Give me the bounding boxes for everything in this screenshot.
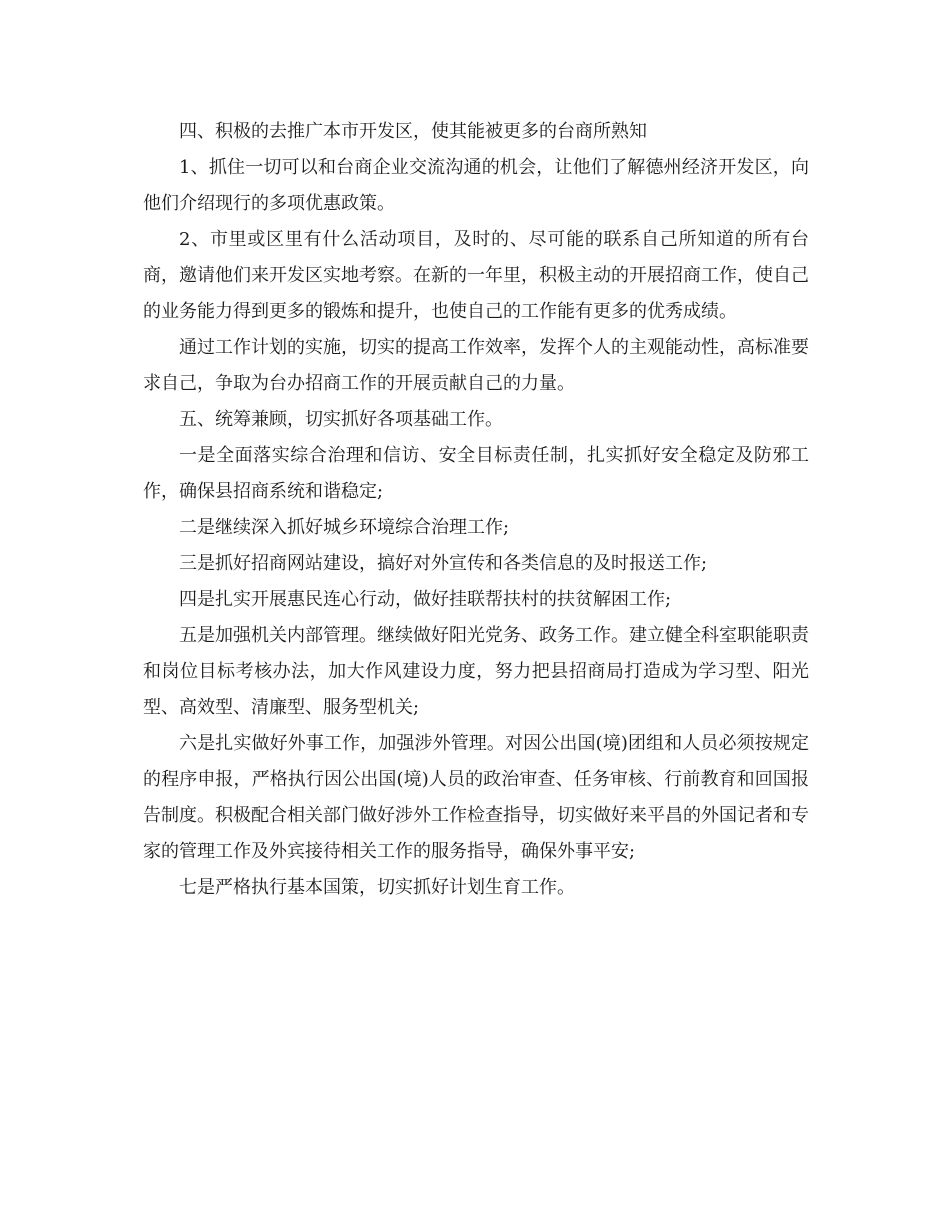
- document-body: [143, 114, 809, 906]
- paragraph-item-2: 2、市里或区里有什么活动项目，及时的、尽可能的联系自己所知道的所有台商，邀请他们来开发区实地考察。在新的一年里，积极主动的开展招商工作，使自己的业务能力得到更多的锻炼和提升，也使自己的工作能有更多的优秀成绩。: [143, 229, 809, 322]
- section-heading-4: 四、积极的去推广本市开发区，使其能被更多的台商所熟知: [179, 121, 647, 142]
- paragraph-point-1: 一是全面落实综合治理和信访、安全目标责任制，扎实抓好安全稳定及防邪工作，确保县招商系统和谐稳定;: [143, 445, 809, 502]
- section-heading-5: 五、统筹兼顾，切实抓好各项基础工作。: [179, 409, 503, 430]
- paragraph-point-2: 二是继续深入抓好城乡环境综合治理工作;: [179, 517, 510, 538]
- paragraph-summary: 通过工作计划的实施，切实的提高工作效率，发挥个人的主观能动性，高标准要求自己，争取为台办招商工作的开展贡献自己的力量。: [143, 337, 809, 394]
- paragraph-point-7: 七是严格执行基本国策，切实抓好计划生育工作。: [179, 877, 575, 898]
- paragraph-point-5: 五是加强机关内部管理。继续做好阳光党务、政务工作。建立健全科室职能职责和岗位目标考核办法，加大作风建设力度，努力把县招商局打造成为学习型、阳光型、高效型、清廉型、服务型机关;: [143, 625, 809, 718]
- paragraph-point-3: 三是抓好招商网站建设，搞好对外宣传和各类信息的及时报送工作;: [179, 553, 708, 574]
- paragraph-point-6: 六是扎实做好外事工作，加强涉外管理。对因公出国(境)团组和人员必须按规定的程序申报，严格执行因公出国(境)人员的政治审查、任务审核、行前教育和回国报告制度。积极配合相关部门做好涉外工作检查指导，切实做好来平昌的外国记者和专家的管理工作及外宾接待相关工作的服务指导，确保外事平安;: [143, 733, 809, 862]
- paragraph-item-1: 1、抓住一切可以和台商企业交流沟通的机会，让他们了解德州经济开发区，向他们介绍现行的多项优惠政策。: [143, 157, 809, 214]
- paragraph-point-4: 四是扎实开展惠民连心行动，做好挂联帮扶村的扶贫解困工作;: [179, 589, 672, 610]
